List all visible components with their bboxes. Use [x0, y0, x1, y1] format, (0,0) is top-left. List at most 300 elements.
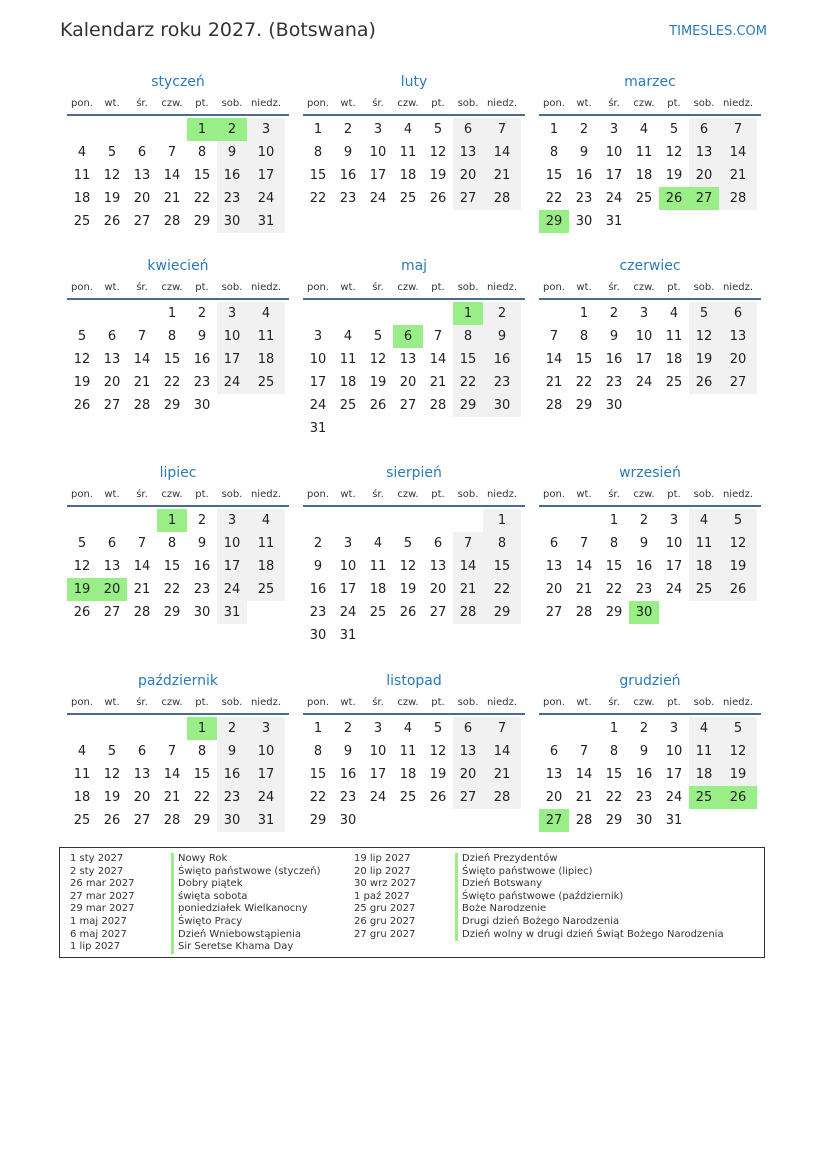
day-cell: 29 — [605, 813, 623, 828]
day-cell: 18 — [73, 191, 91, 206]
day-cell: 13 — [133, 767, 151, 782]
month-name: lipiec — [159, 465, 197, 481]
weekday-label: czw. — [397, 281, 419, 293]
day-cell: 6 — [393, 325, 423, 348]
legend-holiday-name: Dobry piątek — [171, 878, 243, 891]
day-cell: 7 — [137, 536, 147, 551]
month-name: grudzień — [619, 673, 681, 689]
day-cell: 18 — [369, 582, 387, 597]
day-cell: 10 — [369, 744, 387, 759]
day-cell: 22 — [453, 371, 483, 394]
day-cell: 4 — [247, 302, 285, 325]
weekday-label: pon. — [543, 488, 565, 500]
empty-cell — [67, 118, 97, 141]
day-cell: 29 — [453, 394, 483, 417]
day-cell: 31 — [247, 809, 285, 832]
weekday-label: pon. — [543, 281, 565, 293]
weekday-label: czw. — [633, 488, 655, 500]
weekday-label: wt. — [104, 97, 120, 109]
day-cell: 27 — [539, 809, 569, 832]
month-block — [539, 71, 761, 233]
day-cell: 14 — [133, 352, 151, 367]
day-cell: 21 — [453, 578, 483, 601]
day-cell: 26 — [719, 578, 757, 601]
empty-cell — [423, 302, 453, 325]
empty-cell — [157, 118, 187, 141]
day-grid — [303, 302, 525, 440]
month-name: luty — [400, 74, 428, 90]
day-cell: 22 — [605, 582, 623, 597]
day-cell: 9 — [313, 559, 323, 574]
weekday-label: sob. — [221, 696, 243, 708]
day-cell: 11 — [73, 168, 91, 183]
day-cell: 25 — [339, 398, 357, 413]
day-cell: 2 — [217, 717, 247, 740]
weekday-label: śr. — [372, 696, 384, 708]
day-cell: 7 — [719, 118, 757, 141]
day-cell: 16 — [635, 559, 653, 574]
empty-cell — [719, 601, 757, 624]
legend-date: 6 maj 2027 — [70, 928, 127, 940]
day-grid — [67, 302, 289, 417]
day-cell: 3 — [639, 306, 649, 321]
day-cell: 15 — [545, 168, 563, 183]
day-cell: 6 — [137, 145, 147, 160]
day-cell: 10 — [369, 145, 387, 160]
day-cell: 4 — [403, 122, 413, 137]
day-cell: 27 — [133, 214, 151, 229]
weekday-label: niedz. — [722, 488, 754, 500]
day-cell: 5 — [719, 509, 757, 532]
day-cell: 25 — [247, 371, 285, 394]
empty-cell — [393, 417, 423, 440]
day-cell: 23 — [193, 582, 211, 597]
day-cell: 11 — [399, 744, 417, 759]
site-link[interactable]: TIMESLES.COM — [669, 24, 767, 39]
day-grid — [67, 509, 289, 624]
day-cell: 15 — [193, 767, 211, 782]
weekday-label: niedz. — [250, 488, 282, 500]
empty-cell — [423, 417, 453, 440]
day-cell: 15 — [483, 555, 521, 578]
day-cell: 29 — [539, 210, 569, 233]
legend-holiday-name: Święto Pracy — [171, 916, 242, 929]
weekday-label: wt. — [340, 97, 356, 109]
day-cell: 31 — [339, 628, 357, 643]
legend-date: 27 mar 2027 — [70, 890, 135, 902]
day-cell: 30 — [217, 210, 247, 233]
empty-cell — [363, 509, 393, 532]
weekday-label: wt. — [340, 281, 356, 293]
day-cell: 10 — [247, 740, 285, 763]
day-cell: 13 — [719, 325, 757, 348]
day-cell: 30 — [575, 214, 593, 229]
legend-date: 27 gru 2027 — [354, 928, 416, 940]
day-cell: 16 — [635, 767, 653, 782]
weekday-header — [303, 692, 525, 712]
day-cell: 29 — [605, 605, 623, 620]
day-cell: 9 — [483, 325, 521, 348]
day-cell: 2 — [197, 513, 207, 528]
day-cell: 12 — [73, 559, 91, 574]
empty-cell — [539, 302, 569, 325]
day-cell: 17 — [339, 582, 357, 597]
day-cell: 3 — [217, 509, 247, 532]
day-cell: 23 — [217, 187, 247, 210]
day-cell: 16 — [575, 168, 593, 183]
day-cell: 14 — [719, 141, 757, 164]
day-cell: 4 — [247, 509, 285, 532]
legend-entry — [354, 929, 754, 942]
day-cell: 12 — [665, 145, 683, 160]
day-cell: 28 — [163, 813, 181, 828]
day-cell: 20 — [453, 164, 483, 187]
day-cell: 26 — [369, 398, 387, 413]
legend-entry — [354, 878, 754, 891]
month-block — [303, 670, 525, 832]
weekday-label: śr. — [608, 488, 620, 500]
empty-cell — [127, 118, 157, 141]
day-cell: 19 — [399, 582, 417, 597]
weekday-label: pt. — [195, 97, 209, 109]
day-cell: 5 — [403, 536, 413, 551]
day-cell: 5 — [689, 302, 719, 325]
weekday-label: wt. — [104, 281, 120, 293]
day-cell: 12 — [73, 352, 91, 367]
day-cell: 20 — [545, 790, 563, 805]
day-cell: 19 — [103, 790, 121, 805]
day-cell: 25 — [689, 578, 719, 601]
day-cell: 20 — [133, 191, 151, 206]
day-cell: 26 — [103, 214, 121, 229]
day-grid — [539, 118, 761, 233]
weekday-header — [539, 484, 761, 504]
legend-entry — [354, 891, 754, 904]
empty-cell — [333, 417, 363, 440]
empty-cell — [393, 302, 423, 325]
legend-date: 1 sty 2027 — [70, 853, 124, 864]
day-cell: 13 — [429, 559, 447, 574]
legend-holiday-name: Dzień wolny w drugi dzień Świąt Bożego Narodzenia — [455, 929, 724, 942]
day-cell: 15 — [193, 168, 211, 183]
day-cell: 22 — [193, 191, 211, 206]
day-cell: 27 — [103, 605, 121, 620]
day-cell: 25 — [399, 191, 417, 206]
day-cell: 10 — [665, 744, 683, 759]
weekday-label: pon. — [71, 696, 93, 708]
legend-entry — [354, 903, 754, 916]
day-cell: 28 — [453, 601, 483, 624]
weekday-label: pon. — [307, 281, 329, 293]
weekday-label: śr. — [136, 97, 148, 109]
weekday-label: niedz. — [722, 696, 754, 708]
header-rule — [303, 114, 525, 116]
day-cell: 16 — [483, 348, 521, 371]
day-grid — [303, 717, 525, 832]
month-name: sierpień — [386, 465, 442, 481]
weekday-label: niedz. — [722, 281, 754, 293]
day-cell: 1 — [187, 717, 217, 740]
day-cell: 22 — [309, 790, 327, 805]
day-cell: 5 — [719, 717, 757, 740]
day-cell: 9 — [217, 740, 247, 763]
day-cell: 17 — [605, 168, 623, 183]
month-block — [303, 462, 525, 647]
empty-cell — [363, 809, 393, 832]
day-cell: 7 — [579, 744, 589, 759]
day-cell: 26 — [429, 191, 447, 206]
day-cell: 12 — [103, 168, 121, 183]
day-cell: 15 — [453, 348, 483, 371]
day-cell: 30 — [339, 813, 357, 828]
day-cell: 28 — [575, 813, 593, 828]
day-cell: 18 — [247, 555, 285, 578]
empty-cell — [303, 509, 333, 532]
day-cell: 30 — [635, 813, 653, 828]
day-cell: 3 — [373, 721, 383, 736]
empty-cell — [569, 717, 599, 740]
empty-cell — [67, 717, 97, 740]
day-cell: 7 — [579, 536, 589, 551]
day-cell: 28 — [483, 187, 521, 210]
day-cell: 23 — [575, 191, 593, 206]
empty-cell — [97, 118, 127, 141]
day-cell: 22 — [545, 191, 563, 206]
day-cell: 17 — [247, 763, 285, 786]
day-cell: 14 — [163, 168, 181, 183]
day-cell: 13 — [103, 352, 121, 367]
day-cell: 25 — [635, 191, 653, 206]
day-cell: 8 — [483, 532, 521, 555]
day-cell: 6 — [137, 744, 147, 759]
day-cell: 6 — [107, 536, 117, 551]
day-cell: 18 — [635, 168, 653, 183]
day-cell: 20 — [133, 790, 151, 805]
day-cell: 26 — [73, 605, 91, 620]
day-cell: 27 — [719, 371, 757, 394]
day-cell: 17 — [309, 375, 327, 390]
day-cell: 7 — [167, 145, 177, 160]
legend-date: 1 maj 2027 — [70, 916, 127, 927]
day-cell: 22 — [575, 375, 593, 390]
empty-cell — [97, 717, 127, 740]
day-cell: 2 — [197, 306, 207, 321]
weekday-label: sob. — [693, 281, 715, 293]
day-cell: 24 — [217, 578, 247, 601]
day-cell: 13 — [399, 352, 417, 367]
empty-cell — [67, 509, 97, 532]
header-rule — [67, 114, 289, 116]
day-cell: 21 — [483, 763, 521, 786]
day-cell: 10 — [339, 559, 357, 574]
day-cell: 19 — [67, 578, 97, 601]
legend-holiday-name: Dzień Wniebowstąpienia — [171, 929, 301, 942]
weekday-label: sob. — [457, 97, 479, 109]
day-cell: 22 — [163, 375, 181, 390]
day-cell: 6 — [453, 118, 483, 141]
legend-date: 1 lip 2027 — [70, 941, 121, 953]
day-cell: 24 — [665, 790, 683, 805]
weekday-label: czw. — [161, 97, 183, 109]
header-rule — [539, 114, 761, 116]
day-cell: 4 — [689, 509, 719, 532]
day-cell: 26 — [103, 813, 121, 828]
day-cell: 8 — [167, 536, 177, 551]
day-cell: 19 — [429, 168, 447, 183]
weekday-label: pt. — [667, 97, 681, 109]
legend-holiday-name: poniedziałek Wielkanocny — [171, 903, 308, 916]
day-grid — [539, 717, 761, 832]
day-cell: 21 — [163, 191, 181, 206]
day-cell: 1 — [579, 306, 589, 321]
day-cell: 16 — [193, 352, 211, 367]
day-cell: 28 — [133, 398, 151, 413]
day-cell: 29 — [193, 214, 211, 229]
day-cell: 14 — [429, 352, 447, 367]
header-rule — [303, 713, 525, 715]
weekday-label: pt. — [195, 488, 209, 500]
weekday-header — [303, 93, 525, 113]
day-cell: 13 — [133, 168, 151, 183]
day-cell: 23 — [217, 786, 247, 809]
day-cell: 1 — [313, 122, 323, 137]
day-cell: 15 — [163, 559, 181, 574]
legend-holiday-name: Nowy Rok — [171, 853, 227, 866]
day-cell: 20 — [719, 348, 757, 371]
empty-cell — [659, 210, 689, 233]
empty-cell — [393, 509, 423, 532]
day-cell: 4 — [403, 721, 413, 736]
day-cell: 27 — [545, 605, 563, 620]
day-cell: 11 — [635, 145, 653, 160]
header-rule — [67, 505, 289, 507]
day-cell: 15 — [605, 559, 623, 574]
weekday-label: wt. — [340, 488, 356, 500]
day-cell: 11 — [369, 559, 387, 574]
day-cell: 3 — [669, 721, 679, 736]
weekday-header — [539, 692, 761, 712]
day-cell: 14 — [545, 352, 563, 367]
day-cell: 3 — [247, 118, 285, 141]
day-cell: 15 — [309, 767, 327, 782]
month-name: styczeń — [151, 74, 205, 90]
weekday-label: niedz. — [486, 696, 518, 708]
day-cell: 12 — [719, 532, 757, 555]
weekday-label: pt. — [431, 281, 445, 293]
empty-cell — [719, 394, 757, 417]
day-cell: 16 — [339, 767, 357, 782]
day-cell: 7 — [433, 329, 443, 344]
day-cell: 2 — [609, 306, 619, 321]
empty-cell — [689, 809, 719, 832]
day-cell: 1 — [609, 513, 619, 528]
month-block — [67, 670, 289, 832]
header-rule — [539, 298, 761, 300]
day-cell: 9 — [343, 744, 353, 759]
day-cell: 21 — [133, 582, 151, 597]
day-cell: 19 — [429, 767, 447, 782]
day-cell: 28 — [719, 187, 757, 210]
weekday-label: sob. — [221, 281, 243, 293]
day-cell: 30 — [217, 809, 247, 832]
header-rule — [539, 505, 761, 507]
weekday-label: niedz. — [486, 97, 518, 109]
legend-date: 19 lip 2027 — [354, 853, 411, 864]
weekday-label: pt. — [667, 281, 681, 293]
day-cell: 7 — [483, 717, 521, 740]
day-cell: 3 — [669, 513, 679, 528]
weekday-label: pt. — [667, 696, 681, 708]
day-cell: 24 — [339, 605, 357, 620]
day-cell: 27 — [133, 813, 151, 828]
day-cell: 9 — [197, 329, 207, 344]
day-cell: 23 — [339, 790, 357, 805]
day-cell: 17 — [217, 555, 247, 578]
day-cell: 13 — [545, 767, 563, 782]
day-cell: 4 — [639, 122, 649, 137]
day-cell: 30 — [193, 398, 211, 413]
weekday-label: niedz. — [486, 281, 518, 293]
day-cell: 28 — [545, 398, 563, 413]
weekday-label: śr. — [136, 488, 148, 500]
day-cell: 9 — [609, 329, 619, 344]
day-cell: 10 — [665, 536, 683, 551]
day-cell: 20 — [97, 578, 127, 601]
day-cell: 2 — [343, 122, 353, 137]
day-cell: 10 — [605, 145, 623, 160]
day-cell: 19 — [73, 375, 91, 390]
day-cell: 12 — [399, 559, 417, 574]
month-block — [67, 462, 289, 624]
day-cell: 27 — [399, 398, 417, 413]
day-cell: 10 — [217, 325, 247, 348]
day-cell: 19 — [103, 191, 121, 206]
month-name: maj — [400, 258, 428, 274]
day-cell: 2 — [217, 118, 247, 141]
weekday-label: pt. — [195, 281, 209, 293]
day-cell: 17 — [217, 348, 247, 371]
day-cell: 18 — [689, 555, 719, 578]
day-cell: 14 — [483, 141, 521, 164]
month-block — [539, 462, 761, 624]
day-cell: 15 — [309, 168, 327, 183]
header-rule — [67, 713, 289, 715]
month-name: czerwiec — [619, 258, 681, 274]
month-name: wrzesień — [619, 465, 681, 481]
day-cell: 29 — [575, 398, 593, 413]
legend-entry — [354, 853, 754, 866]
page-title: Kalendarz roku 2027. (Botswana) — [60, 19, 376, 41]
day-cell: 25 — [689, 786, 719, 809]
day-cell: 6 — [107, 329, 117, 344]
day-cell: 25 — [73, 813, 91, 828]
weekday-header — [67, 93, 289, 113]
day-cell: 18 — [399, 168, 417, 183]
day-cell: 4 — [77, 145, 87, 160]
day-cell: 5 — [107, 145, 117, 160]
day-cell: 28 — [133, 605, 151, 620]
legend-date: 30 wrz 2027 — [354, 878, 417, 890]
weekday-label: wt. — [576, 696, 592, 708]
weekday-label: pon. — [307, 97, 329, 109]
day-cell: 7 — [549, 329, 559, 344]
weekday-label: pon. — [71, 97, 93, 109]
month-block — [539, 255, 761, 417]
weekday-label: czw. — [161, 488, 183, 500]
day-cell: 16 — [339, 168, 357, 183]
empty-cell — [659, 394, 689, 417]
legend-holiday-name: Sir Seretse Khama Day — [171, 941, 293, 954]
